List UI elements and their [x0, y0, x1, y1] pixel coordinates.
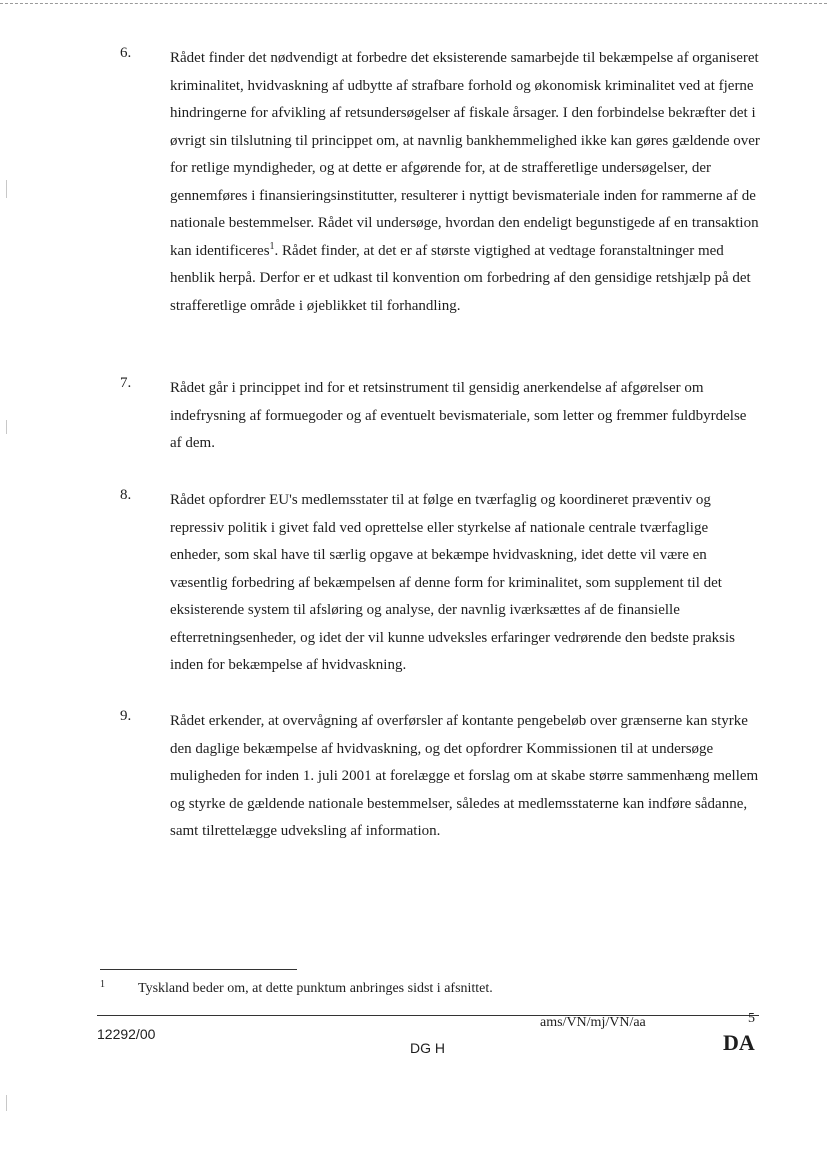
footer-separator: [97, 1015, 759, 1016]
page-number: 5: [748, 1011, 755, 1026]
paragraph-9: [120, 708, 760, 846]
scan-margin-mark: [6, 1095, 7, 1111]
paragraph-7: [120, 375, 760, 458]
footnote: [100, 981, 760, 997]
scan-top-edge: [0, 3, 827, 4]
paragraph-text-part: . Rådet finder, at det er af største vigtighed at vedtage foranstaltninger med henblik herpå. Derfor er et udkast til konvention om forbedring af den gensidige retshjælp på det strafferetlige område i øjeblikket til forhandling.: [170, 242, 751, 314]
paragraph-number: 6.: [120, 45, 132, 61]
scan-margin-mark: [6, 180, 7, 198]
paragraph-number: 7.: [120, 375, 132, 391]
paragraph-text: Rådet erkender, at overvågning af overførsler af kontante pengebeløb over grænserne kan styrke den daglige bekæmpelse af hvidvaskning, og det opfordrer Kommissionen til at undersøge muligheden for inden 1. juli 2001 at forelægge et forslag om at skabe større sammenhæng mellem og styrke de gældende nationale bestemmelser, således at medlemsstaterne kan indføre sådanne, samt tilrettelægge udveksling af information.: [170, 713, 759, 839]
paragraph-text: Rådet går i princippet ind for et retsinstrument til gensidig anerkendelse af afgørelser om indefrysning af formuegoder og af eventuelt bevismateriale, som letter og fremmer fuldbyrdelse af dem.: [170, 380, 747, 451]
footnote-mark: 1: [100, 979, 105, 990]
paragraph-number: 9.: [120, 708, 132, 724]
paragraph-number: 8.: [120, 487, 132, 503]
paragraph-text-part: Rådet finder det nødvendigt at forbedre det eksisterende samarbejde til bekæmpelse af organiseret kriminalitet, hvidvaskning af udbytte af strafbare forhold og økonomisk kriminalitet ved at fjerne hindringerne for afvikling af retsundersøgelser af fiskale årsager. I den forbindelse bekræfter det i øvrigt sin tilslutning til princippet om, at navnlig bankhemmelighed ikke kan gøres gældende over for retlige myndigheder, og at dette er afgørende for, at de strafferetlige undersøgelser, der gennemføres i finansieringsinstitutter, resulterer i nyttigt bevismateriale inden for rammerne af de nationale bestemmelser. Rådet vil undersøge, hvordan den endeligt begunstigede af en transaktion kan identificeres: [170, 50, 760, 259]
document-number: 12292/00: [97, 1026, 156, 1042]
paragraph-8: [120, 487, 760, 680]
paragraph-text: [170, 45, 760, 320]
paragraph-text: Rådet opfordrer EU's medlemsstater til at følge en tværfaglig og koordineret præventiv og repressiv politik i givet fald ved oprettelse eller styrkelse af nationale centrale tværfaglige enheder, som skal have til særlig opgave at bekæmpe hvidvaskning, idet dette vil være en væsentlig forbedring af bekæmpelsen af denne form for kriminalitet, som supplement til det eksisterende system til afsløring og analyse, der navnlig iværksættes af de finansielle efterretningsenheder, og idet der vil kunne udveksles erfaringer vedrørende den bedste praksis inden for bekæmpelse af hvidvaskning.: [170, 492, 736, 673]
language-code: DA: [723, 1030, 755, 1055]
paragraph-6: [120, 45, 760, 320]
footnote-text: Tyskland beder om, at dette punktum anbringes sidst i afsnittet.: [138, 981, 493, 996]
directorate-general: DG H: [410, 1040, 445, 1056]
author-reference: ams/VN/mj/VN/aa: [540, 1015, 646, 1030]
footnote-separator: [100, 969, 297, 970]
footnote-reference: 1: [269, 240, 275, 252]
scan-margin-mark: [6, 420, 7, 434]
